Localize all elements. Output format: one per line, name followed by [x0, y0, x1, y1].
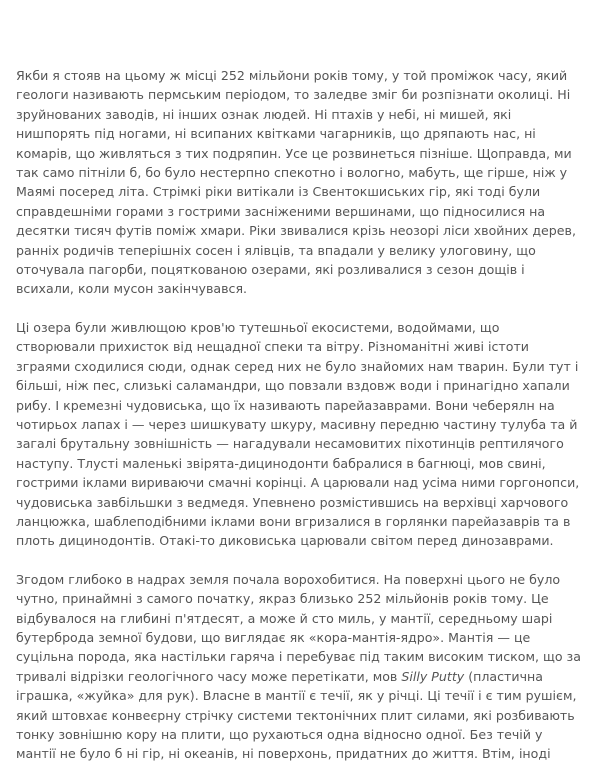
mantle-text-end: (пластична іграшка, «жуйка» для рук). Власне в мантії є течії, як у річці. Ці течії і є тим рушієм, який штовхає конвеєрну стрічку системи тектонічних плит силами, які розбивають тонку зовнішню кору на плити, що рухаються одна відносно одної. Без течій у мантії не було б ні гір, ні океанів, ні поверхонь, придатних до життя. Втім, іноді	[16, 668, 577, 762]
paragraph-mantle-unrest	[16, 570, 582, 764]
silly-putty-emphasis: Silly Putty	[401, 668, 465, 684]
paragraph-permian-landscape: Якби я стояв на цьому ж місці 252 мільйони років тому, у той проміжок часу, який геологи називають пермським періодом, то заледве зміг би розпізнати околиці. Ні зруйнованих заводів, ні інших ознак людей. Ні птахів у небі, ні мишей, які нишпорять під ногами, ні всипаних квітками чагарників, що дряпають нас, ні комарів, що живляться з тих подряпин. Усе це розвинеться пізніше. Щоправда, ми так само пітніли б, бо було нестерпно спекотно і вологно, мабуть, ще гірше, ніж у Маямі посеред літа. Стрімкі ріки витікали із Свентокшиських гір, які тоді були справдешніми горами з гострими засніженими вершинами, що підносилися на десятки тисяч футів поміж хмари. Ріки звивалися крізь неозорі ліси хвойних дерев, ранніх родичів теперішніх сосен і ялівців, та впадали у велику улоговину, що оточувала пагорби, поцяткованою озерами, які розливалися з сезон дощів і всихали, коли мусон закінчувався.	[16, 68, 576, 297]
mantle-text-start: Згодом глибоко в надрах земля почала ворохобитися. На поверхні цього не було чутно, принаймні з самого початку, якраз близько 252 мільйонів років тому. Це відбувалося на глибині п'ятдесят, а може й сто миль, у мантії, середньому шарі бутерброда земної будови, що виглядає як «кора-мантія-ядро». Мантія — це суцільна порода, яка настільки гаряча і перебуває під таким високим тиском, що за тривалі відрізки геологічного часу може перетікати, мов	[16, 571, 581, 684]
book-page	[16, 66, 582, 764]
paragraph-lake-ecosystem: Ці озера були живлющою кров'ю тутешньої екосистеми, водоймами, що створювали прихисток від нещадної спеки та вітру. Різноманітні живі істоти зграями сходилися сюди, однак серед них не було знайомих нам тварин. Були тут і більші, ніж пес, слизькі саламандри, що повзали вздовж води і принагідно хапали рибу. І кремезні чудовиська, що їх називають парейазаврами. Вони чеберялн на чотирьох лапах і — через шишкувату шкуру, масивну передню частину тулуба та й загалі брутальну зовнішність — нагадували несамовитих піхотинців рептилячого наступу. Тлусті маленькі звірята-дицинодонти бабралися в багнюці, мов свині, гострими іклами вириваючи смачні корінці. А царювали над усіма ними горгонопси, чудовиська завбільшки з ведмедя. Упевнено розмістившись на верхівці харчового ланцюжка, шаблеподібними іклами вони вгризалися в горлянки парейазаврів та в плоть дицинодонтів. Отакі-то диковиська царювали світом перед динозаврами.	[16, 319, 580, 549]
